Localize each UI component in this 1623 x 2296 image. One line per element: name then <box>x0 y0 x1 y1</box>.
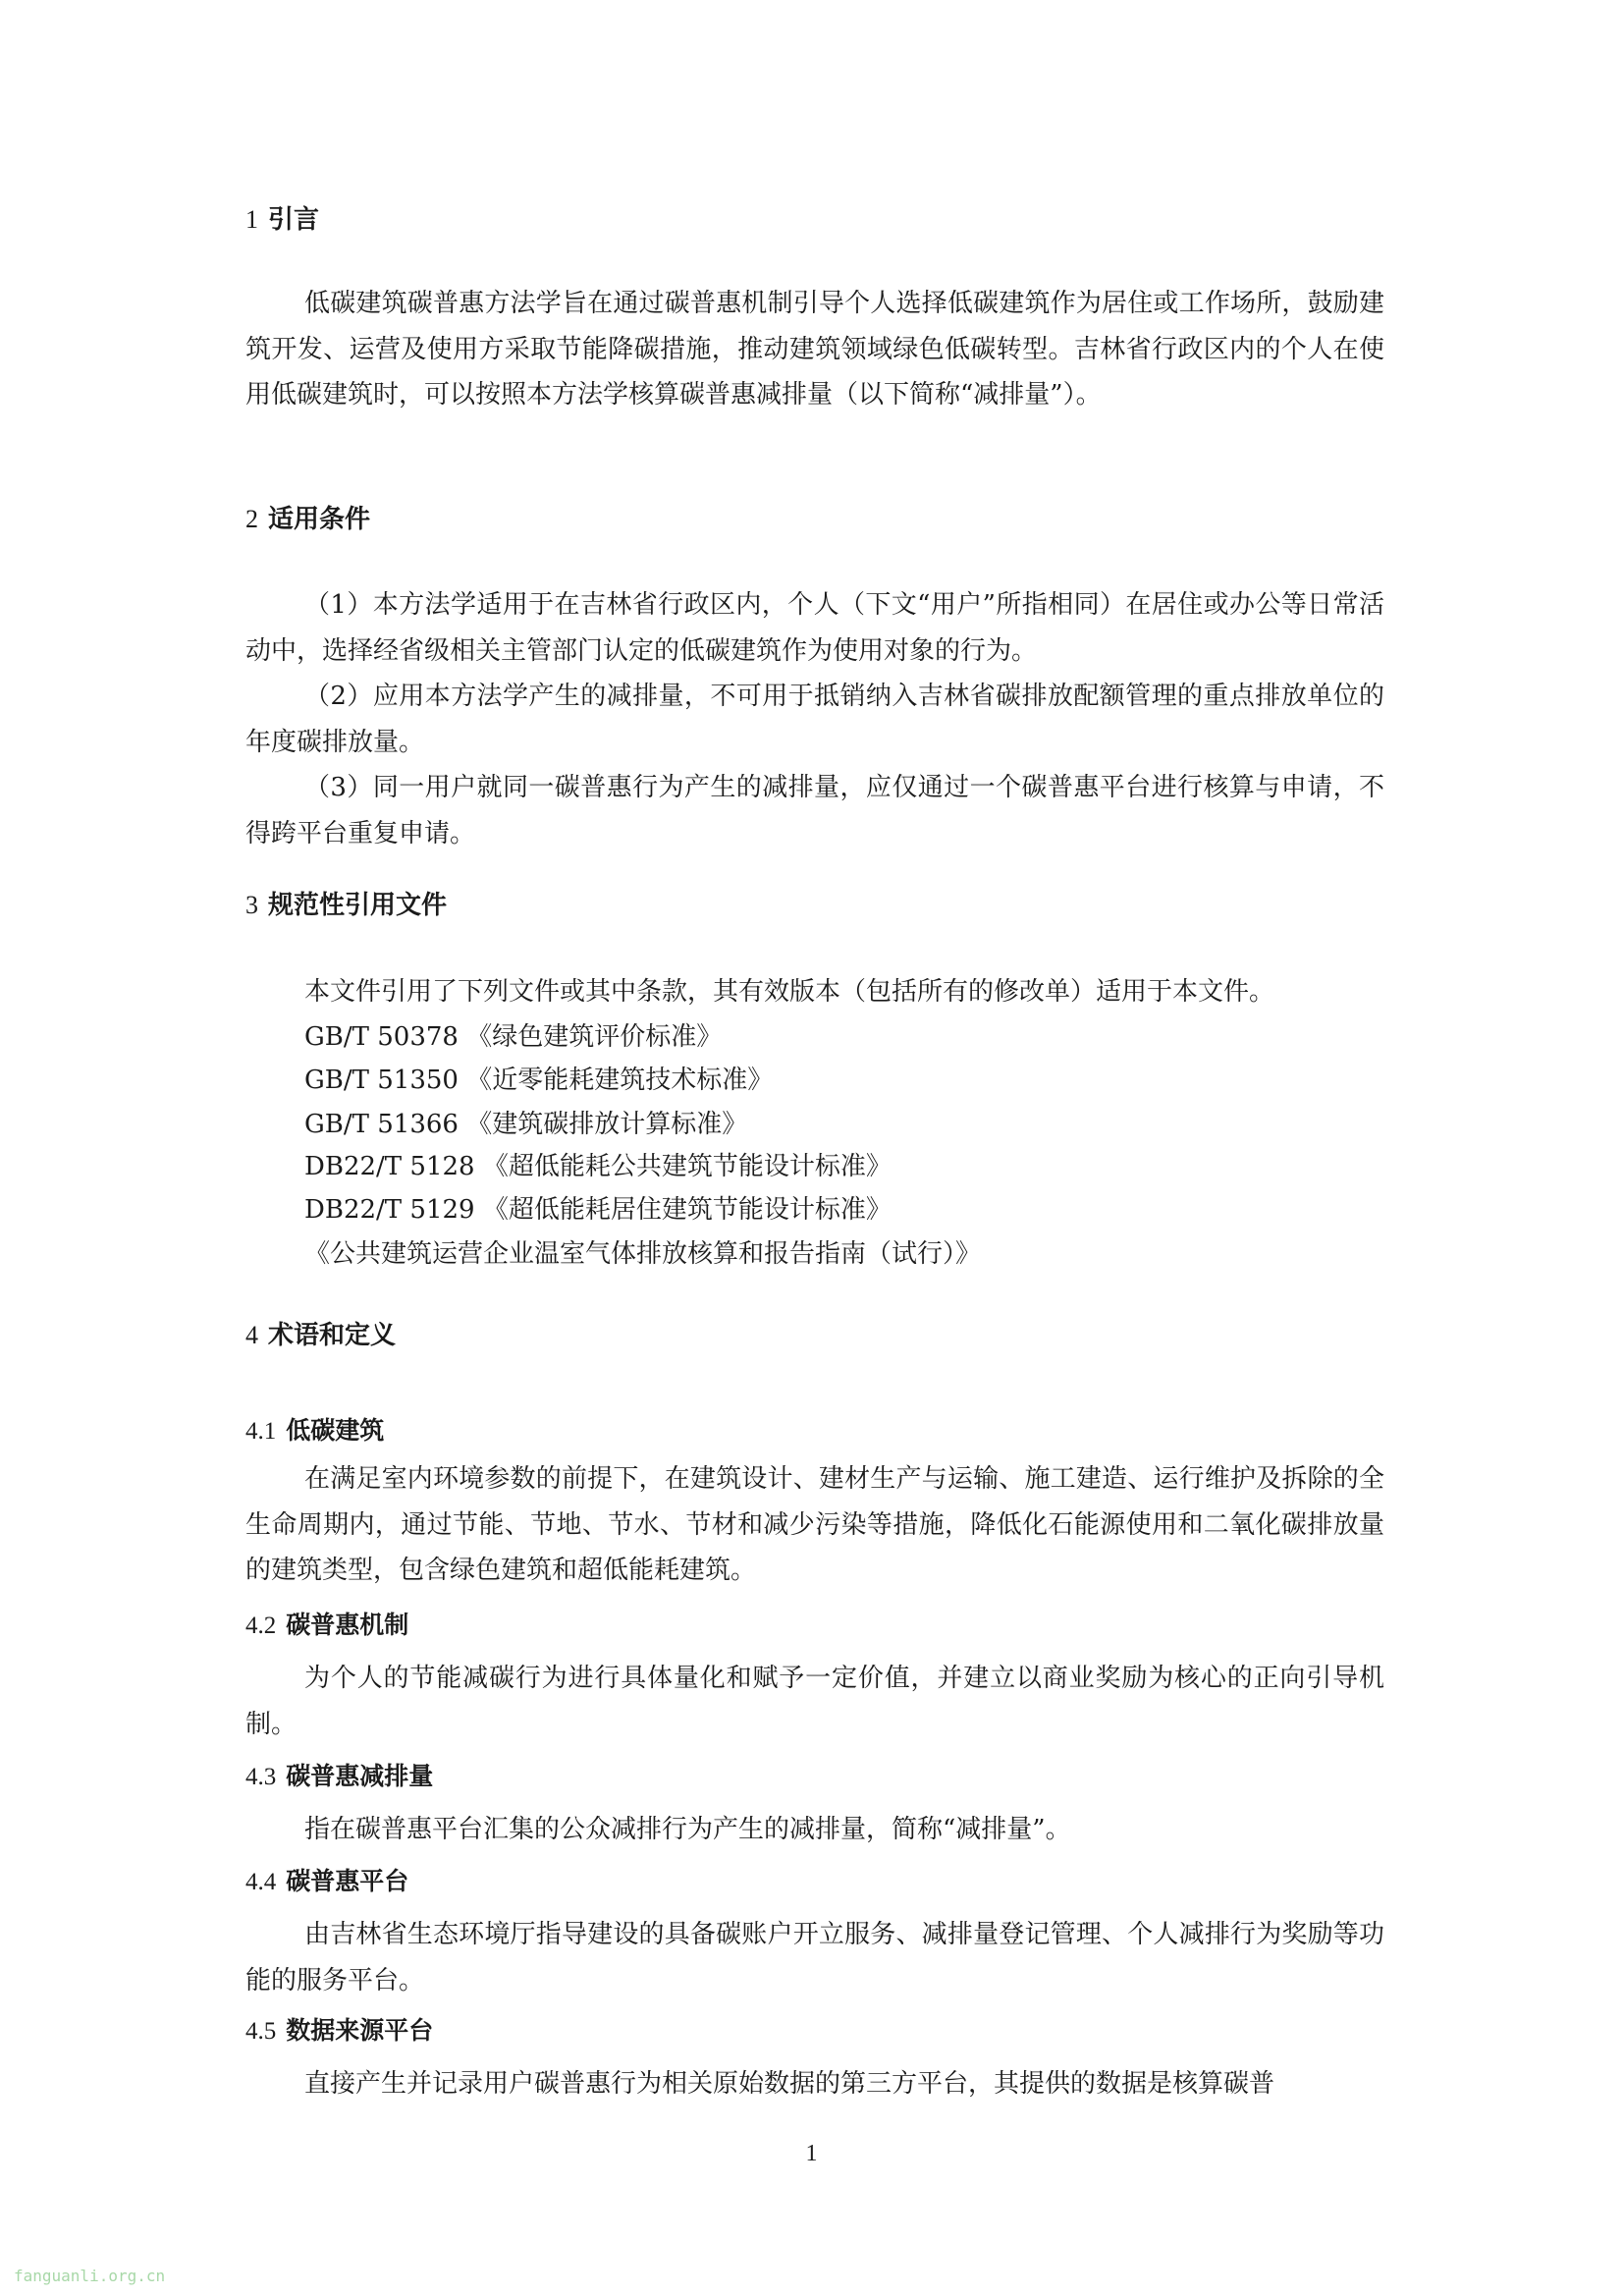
page-number: 1 <box>805 2141 818 2166</box>
term-definition-4-4: 由吉林省生态环境厅指导建设的具备碳账户开立服务、减排量登记管理、个人减排行为奖励等功能的服务平台。 <box>245 1920 1384 1995</box>
site-watermark: fanguanli.org.cn <box>14 2267 166 2285</box>
term-heading-4-4: 4.4 碳普惠平台 <box>245 1867 409 1895</box>
reference-item: GB/T 50378 《绿色建筑评价标准》 <box>304 1022 723 1052</box>
term-heading-4-5: 4.5 数据来源平台 <box>245 2016 434 2045</box>
intro-paragraph: 低碳建筑碳普惠方法学旨在通过碳普惠机制引导个人选择低碳建筑作为居住或工作场所，鼓励建筑开发、运营及使用方采取节能降碳措施，推动建筑领域绿色低碳转型。吉林省行政区内的个人在使用低碳建筑时，可以按照本方法学核算碳普惠减排量（以下简称“减排量”）。 <box>245 289 1384 410</box>
section-heading-2: 2 适用条件 <box>245 505 371 534</box>
references-intro: 本文件引用了下列文件或其中条款，其有效版本（包括所有的修改单）适用于本文件。 <box>304 977 1275 1007</box>
term-definition-4-5: 直接产生并记录用户碳普惠行为相关原始数据的第三方平台，其提供的数据是核算碳普 <box>304 2069 1275 2099</box>
condition-1: （1）本方法学适用于在吉林省行政区内，个人（下文“用户”所指相同）在居住或办公等日常活动中，选择经省级相关主管部门认定的低碳建筑作为使用对象的行为。 <box>245 590 1384 666</box>
condition-3: （3）同一用户就同一碳普惠行为产生的减排量，应仅通过一个碳普惠平台进行核算与申请，不得跨平台重复申请。 <box>245 773 1384 848</box>
term-definition-4-2: 为个人的节能减碳行为进行具体量化和赋予一定价值，并建立以商业奖励为核心的正向引导机制。 <box>245 1664 1384 1739</box>
term-heading-4-1: 4.1 低碳建筑 <box>245 1416 385 1445</box>
reference-item: GB/T 51350 《近零能耗建筑技术标准》 <box>304 1066 774 1095</box>
term-definition-4-3: 指在碳普惠平台汇集的公众减排行为产生的减排量，简称“减排量”。 <box>304 1815 1071 1844</box>
reference-item: 《公共建筑运营企业温室气体排放核算和报告指南（试行）》 <box>304 1239 982 1269</box>
term-heading-4-3: 4.3 碳普惠减排量 <box>245 1762 434 1790</box>
term-heading-4-2: 4.2 碳普惠机制 <box>245 1611 409 1639</box>
term-definition-4-1: 在满足室内环境参数的前提下，在建筑设计、建材生产与运输、施工建造、运行维护及拆除的全生命周期内，通过节能、节地、节水、节材和减少污染等措施，降低化石能源使用和二氧化碳排放量的建筑类型，包含绿色建筑和超低能耗建筑。 <box>245 1464 1384 1585</box>
section-heading-3: 3 规范性引用文件 <box>245 891 448 920</box>
reference-item: GB/T 51366 《建筑碳排放计算标准》 <box>304 1110 748 1139</box>
condition-2: （2）应用本方法学产生的减排量，不可用于抵销纳入吉林省碳排放配额管理的重点排放单位的年度碳排放量。 <box>245 682 1384 757</box>
section-heading-4: 4 术语和定义 <box>245 1321 397 1350</box>
reference-item: DB22/T 5129 《超低能耗居住建筑节能设计标准》 <box>304 1195 892 1225</box>
section-heading-1: 1 引言 <box>245 205 320 235</box>
reference-item: DB22/T 5128 《超低能耗公共建筑节能设计标准》 <box>304 1152 892 1181</box>
